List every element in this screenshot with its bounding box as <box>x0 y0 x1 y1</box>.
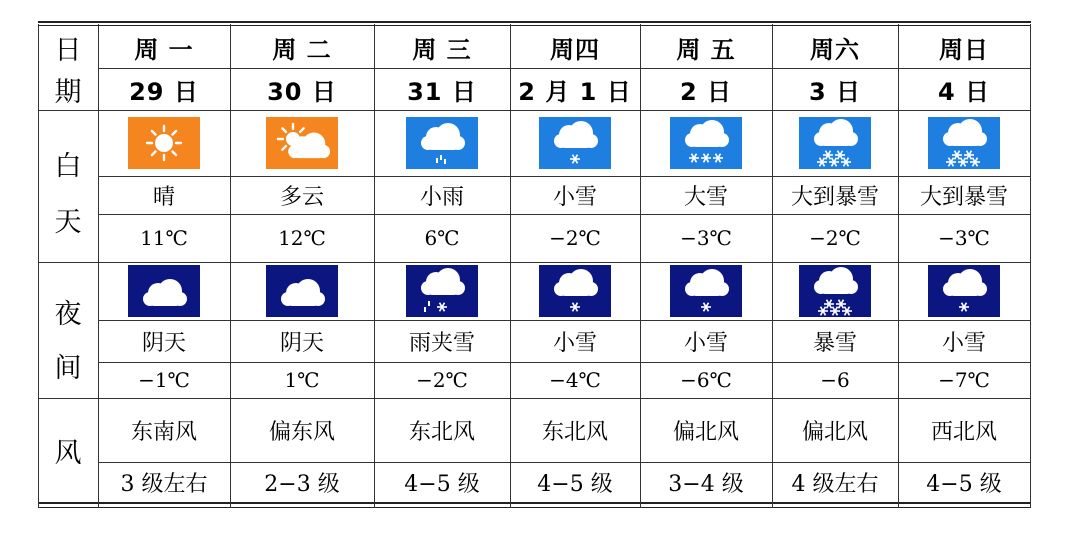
night-weather-text: 阴天 <box>279 330 324 356</box>
wind-direction: 偏北风 <box>801 419 868 445</box>
sunny-icon <box>128 117 200 169</box>
day-weather-text: 小雪 <box>552 184 597 210</box>
day-temperature: 11℃ <box>140 226 188 250</box>
date-header: 4 日 <box>937 77 991 106</box>
column-divider <box>374 24 375 508</box>
weekday-header: 周 二 <box>272 35 332 64</box>
date-header: 2 日 <box>679 77 733 106</box>
wind-direction: 偏北风 <box>672 419 739 445</box>
row-divider <box>98 362 1031 363</box>
night-temperature: −7℃ <box>938 368 990 392</box>
row-divider <box>98 68 1031 69</box>
row-divider <box>38 262 1031 263</box>
wind-direction: 东北风 <box>541 419 608 445</box>
wind-level: 4−5 级 <box>926 471 1002 497</box>
date-header: 30 日 <box>267 77 337 106</box>
day-weather-text: 大到暴雪 <box>790 184 879 210</box>
row-divider <box>38 398 1031 399</box>
row-divider <box>98 214 1031 215</box>
light-snow-icon <box>539 117 611 169</box>
light-rain-icon <box>406 117 478 169</box>
wind-level: 4−5 级 <box>537 471 613 497</box>
wind-direction: 东北风 <box>408 419 475 445</box>
day-label-top: 白 <box>54 150 82 182</box>
day-temperature: 6℃ <box>424 226 460 250</box>
light-snow-night-icon <box>928 265 1000 317</box>
wind-level: 3−4 级 <box>668 471 744 497</box>
weekday-header: 周日 <box>939 35 989 64</box>
day-temperature: −2℃ <box>809 226 861 250</box>
table-bottom-rule-inner <box>38 507 1031 508</box>
night-temperature: −6 <box>820 368 850 392</box>
night-temperature: 1℃ <box>284 368 320 392</box>
day-label-bottom: 天 <box>54 206 82 238</box>
night-label-top: 夜 <box>54 298 82 330</box>
night-temperature: −4℃ <box>549 368 601 392</box>
partly-cloudy-icon <box>266 117 338 169</box>
row-divider <box>98 320 1031 321</box>
date-header: 3 日 <box>808 77 862 106</box>
night-weather-text: 雨夹雪 <box>408 330 475 356</box>
light-snow-night-icon <box>539 265 611 317</box>
date-label-top: 日 <box>54 34 82 66</box>
row-divider <box>38 110 1031 111</box>
date-header: 29 日 <box>129 77 199 106</box>
blizzard-icon <box>928 117 1000 169</box>
blizzard-night-icon <box>799 265 871 317</box>
day-weather-text: 晴 <box>152 184 175 210</box>
night-temperature: −1℃ <box>138 368 190 392</box>
cloudy-night-icon <box>266 265 338 317</box>
light-snow-night-icon <box>670 265 742 317</box>
wind-label: 风 <box>54 437 82 469</box>
column-divider <box>230 24 231 508</box>
cloudy-night-icon <box>128 265 200 317</box>
blizzard-icon <box>799 117 871 169</box>
night-temperature: −6℃ <box>680 368 732 392</box>
date-header: 2 月 1 日 <box>518 77 632 106</box>
weekday-header: 周 三 <box>412 35 472 64</box>
date-header: 31 日 <box>407 77 477 106</box>
day-weather-text: 多云 <box>279 184 324 210</box>
table-top-rule <box>38 21 1031 23</box>
column-divider <box>510 24 511 508</box>
day-temperature: −2℃ <box>549 226 601 250</box>
wind-level: 4 级左右 <box>791 471 879 497</box>
night-weather-text: 暴雪 <box>812 330 857 356</box>
wind-level: 2−3 级 <box>264 471 340 497</box>
date-label-bottom: 期 <box>54 76 82 108</box>
row-divider <box>98 176 1031 177</box>
day-weather-text: 大雪 <box>683 184 728 210</box>
sleet-night-icon <box>406 265 478 317</box>
day-temperature: −3℃ <box>680 226 732 250</box>
heavy-snow-icon <box>670 117 742 169</box>
night-weather-text: 小雪 <box>941 330 986 356</box>
weekday-header: 周四 <box>550 35 600 64</box>
wind-level: 4−5 级 <box>404 471 480 497</box>
night-weather-text: 小雪 <box>683 330 728 356</box>
wind-direction: 西北风 <box>930 419 997 445</box>
night-weather-text: 阴天 <box>141 330 186 356</box>
wind-level: 3 级左右 <box>120 471 208 497</box>
wind-direction: 偏东风 <box>268 419 335 445</box>
wind-direction: 东南风 <box>130 419 197 445</box>
row-divider <box>98 462 1031 463</box>
night-label-bottom: 间 <box>54 352 82 384</box>
column-divider <box>772 24 773 508</box>
day-weather-text: 大到暴雪 <box>919 184 1008 210</box>
table-bottom-rule <box>38 502 1031 504</box>
weekday-header: 周六 <box>810 35 860 64</box>
column-divider <box>1030 24 1031 508</box>
night-weather-text: 小雪 <box>552 330 597 356</box>
day-temperature: −3℃ <box>938 226 990 250</box>
weekday-header: 周 一 <box>134 35 194 64</box>
column-divider <box>898 24 899 508</box>
column-divider <box>640 24 641 508</box>
column-divider <box>98 24 99 508</box>
column-divider <box>38 24 39 508</box>
weekday-header: 周 五 <box>676 35 736 64</box>
night-temperature: −2℃ <box>416 368 468 392</box>
day-weather-text: 小雨 <box>419 184 464 210</box>
day-temperature: 12℃ <box>278 226 326 250</box>
